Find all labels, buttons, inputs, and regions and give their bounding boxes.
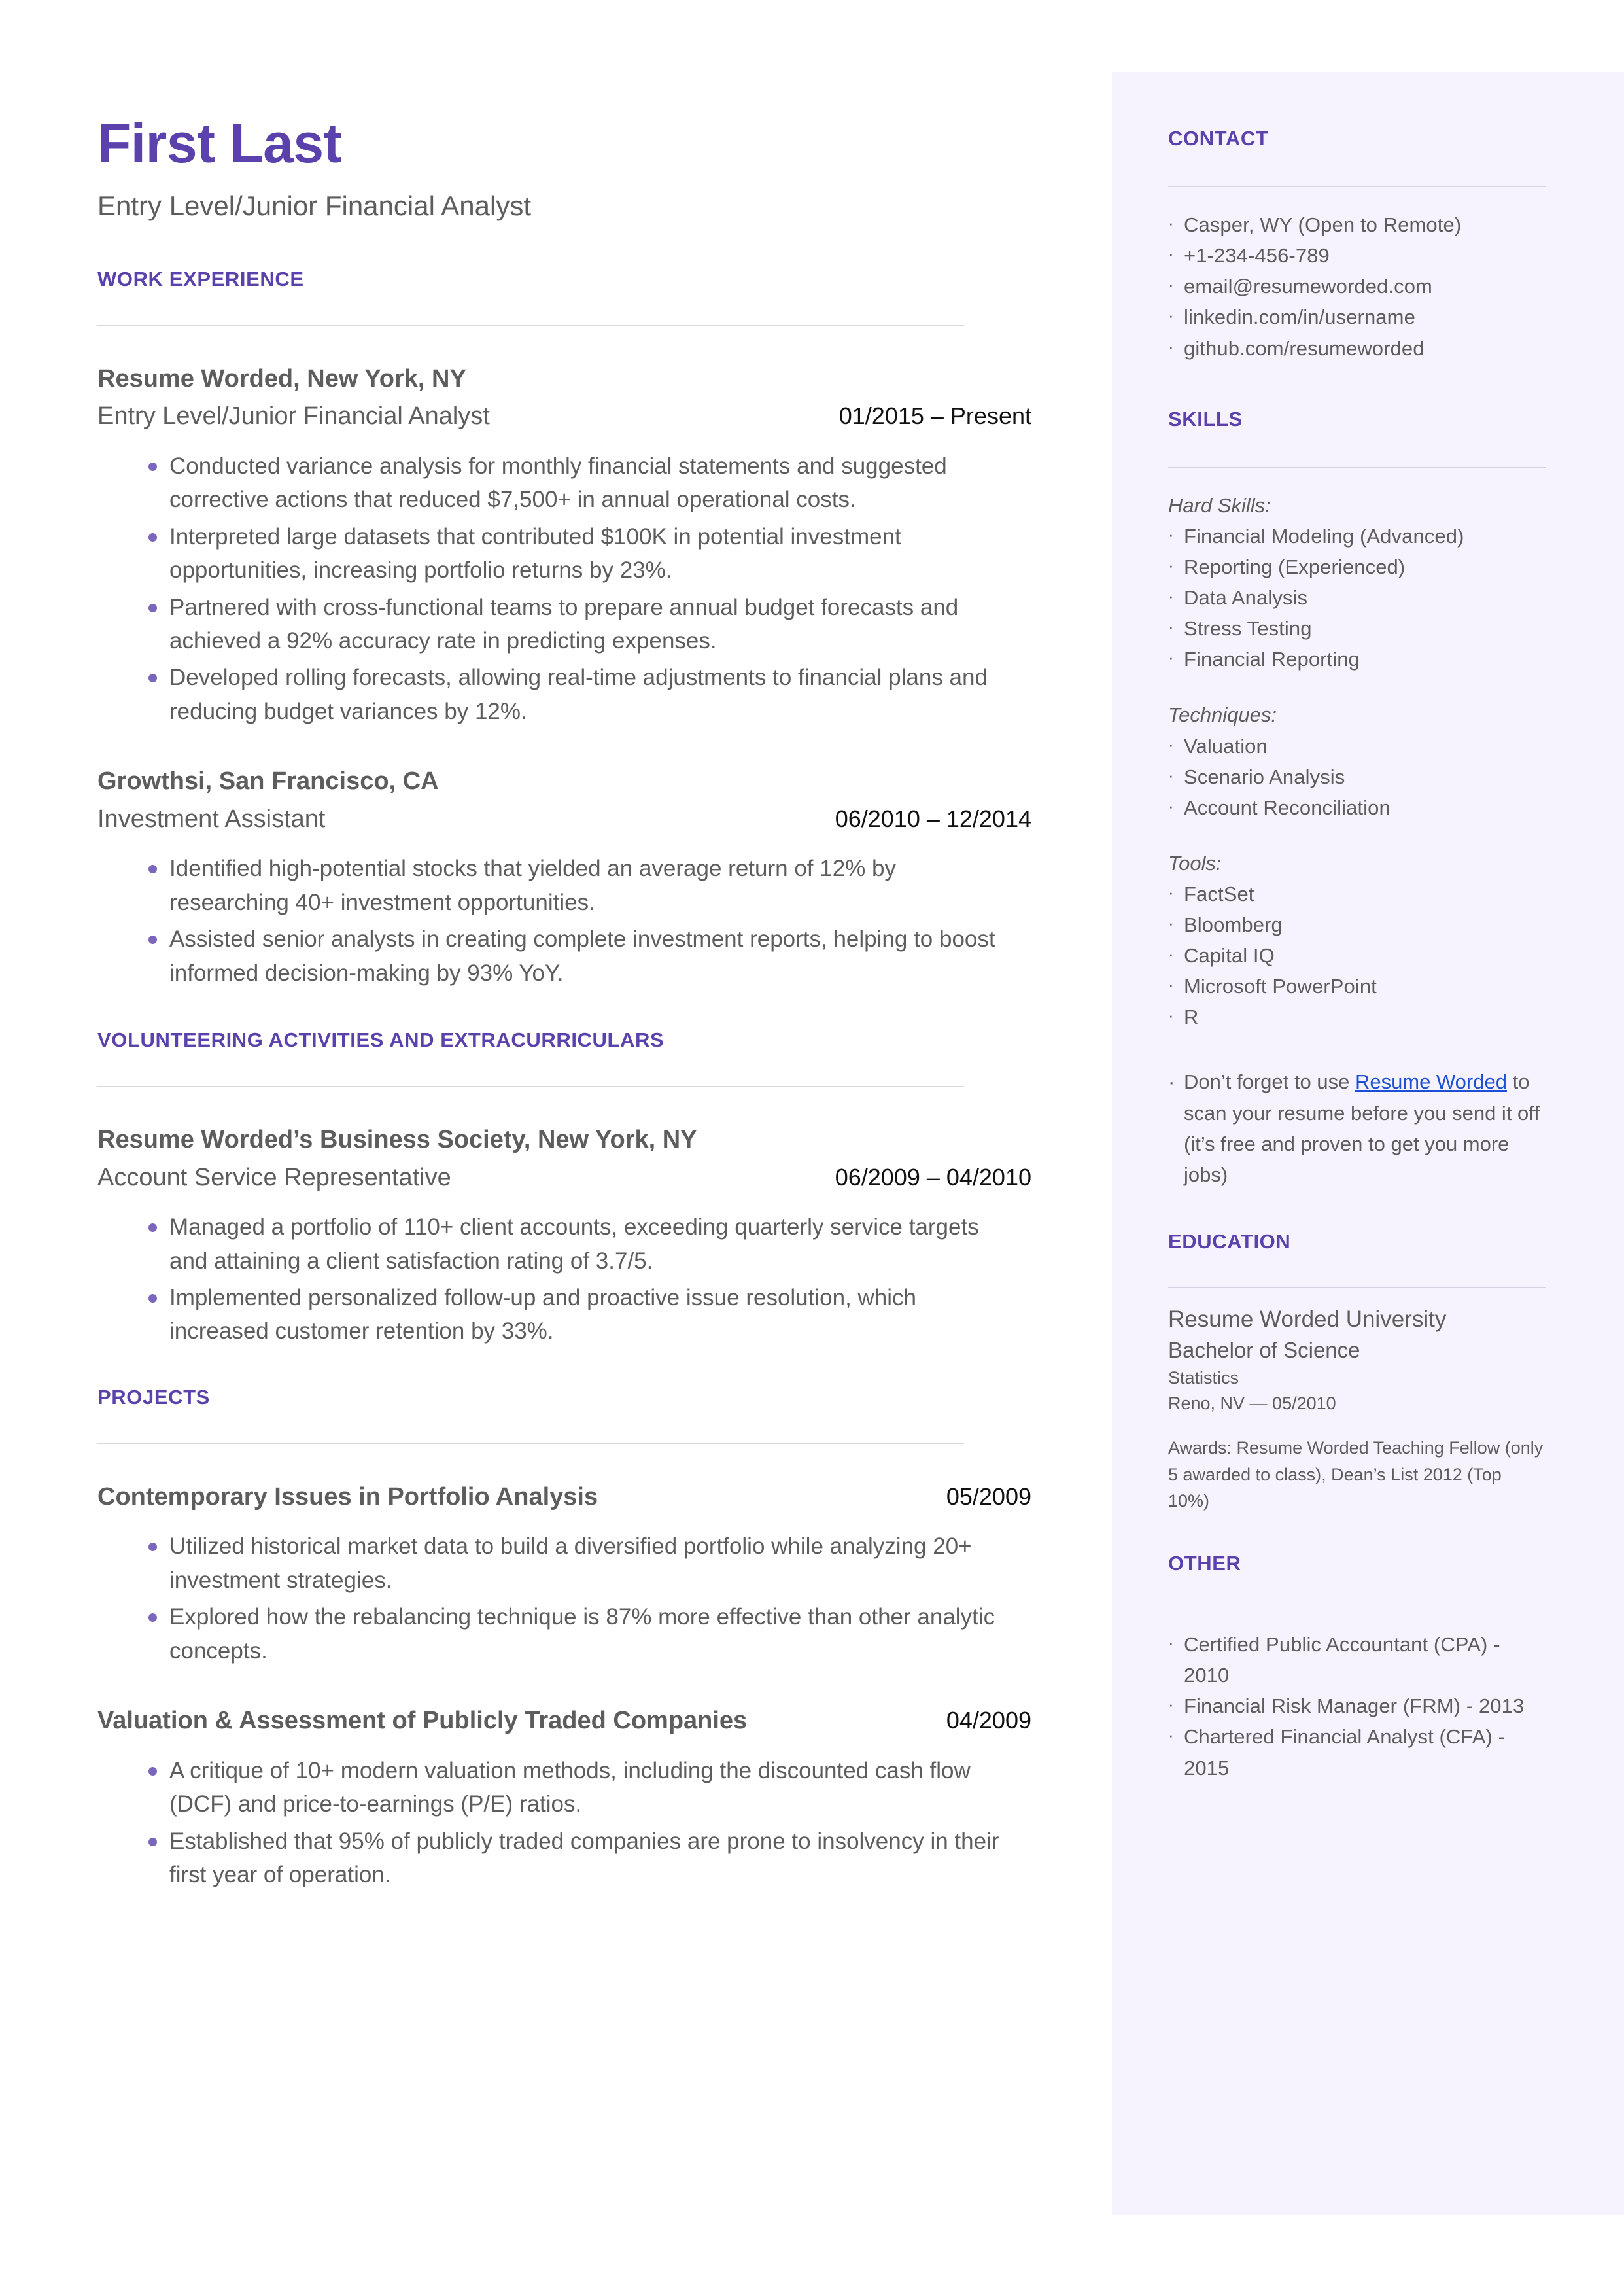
bullet-text: Partnered with cross-functional teams to prepare annual budget forecasts and achieved a 92% accuracy rate in predicting expenses. — [169, 594, 959, 654]
bullet-icon: · — [1168, 244, 1174, 264]
contact-github[interactable]: github.com/resumeworded — [1184, 336, 1425, 360]
resume-worded-promo — [1168, 1066, 1546, 1189]
project-title-row — [97, 1482, 1031, 1513]
skill-item: Financial Reporting — [1184, 648, 1360, 671]
list-item — [1168, 940, 1546, 971]
bullet-icon: · — [1168, 913, 1174, 934]
project-title-row — [97, 1706, 1031, 1737]
promo-before: Don’t forget to use — [1184, 1070, 1355, 1094]
other-list — [1168, 1629, 1546, 1783]
list-item — [97, 449, 1039, 517]
education-school: Resume Worded University — [1168, 1306, 1447, 1333]
list-item — [1168, 209, 1546, 240]
list-item — [1168, 613, 1546, 644]
bullet-icon: · — [1168, 1725, 1174, 1745]
other-heading: OTHER — [1168, 1551, 1241, 1575]
list-item — [97, 1600, 1039, 1668]
main-content — [97, 0, 1039, 1895]
sidebar-section-contact — [1168, 128, 1546, 364]
project-entry — [97, 1706, 1039, 1891]
bullet-icon: · — [1168, 617, 1174, 637]
education-degree: Bachelor of Science — [1168, 1338, 1360, 1363]
list-item — [97, 1530, 1039, 1597]
project-title: Valuation & Assessment of Publicly Traded Companies — [97, 1707, 748, 1735]
work-date: 01/2015 – Present — [838, 402, 1031, 430]
bullet-text: Assisted senior analysts in creating complete investment reports, helping to boost informed decision-making by 93% YoY. — [169, 926, 995, 986]
list-item — [1168, 1691, 1546, 1721]
skills-group-tools — [1168, 848, 1546, 1033]
project-date: 05/2009 — [946, 1482, 1031, 1510]
bullet-icon — [97, 852, 169, 919]
list-item — [1168, 792, 1546, 823]
list-item — [97, 661, 1039, 728]
skills-group-label: Tools: — [1168, 851, 1222, 875]
work-experience-divider — [97, 325, 964, 326]
project-title: Contemporary Issues in Portfolio Analysis — [97, 1482, 598, 1511]
volunteering-role-row — [97, 1163, 1031, 1194]
volunteering-org: Resume Worded’s Business Society, New York, NY — [97, 1126, 697, 1154]
skill-item: Scenario Analysis — [1184, 765, 1345, 788]
bullet-icon — [97, 449, 169, 517]
list-item — [1168, 271, 1546, 302]
list-item — [97, 1281, 1039, 1348]
contact-heading: CONTACT — [1168, 127, 1269, 150]
contact-email[interactable]: email@resumeworded.com — [1184, 275, 1432, 298]
list-item — [97, 520, 1039, 587]
skills-group-label: Techniques: — [1168, 703, 1277, 727]
sidebar-section-education — [1168, 1231, 1546, 1515]
skill-item: Reporting (Experienced) — [1184, 555, 1406, 578]
project-bullets — [97, 1530, 1039, 1668]
section-heading-projects: PROJECTS — [97, 1385, 210, 1409]
skill-item: Data Analysis — [1184, 586, 1308, 610]
contact-divider — [1168, 186, 1546, 187]
skill-item: Financial Modeling (Advanced) — [1184, 524, 1464, 548]
skills-group-techniques — [1168, 699, 1546, 822]
bullet-icon — [97, 922, 169, 990]
headline-subtitle: Entry Level/Junior Financial Analyst — [97, 190, 531, 222]
bullet-icon — [97, 1210, 169, 1278]
work-date: 06/2010 – 12/2014 — [835, 805, 1031, 832]
bullet-icon: · — [1168, 975, 1174, 995]
work-bullets — [97, 449, 1039, 729]
list-item — [1168, 521, 1546, 552]
skill-item: FactSet — [1184, 882, 1254, 905]
education-location-date: Reno, NV — 05/2010 — [1168, 1393, 1336, 1414]
list-item — [97, 1825, 1039, 1892]
skill-item: Valuation — [1184, 734, 1268, 758]
work-role-row — [97, 401, 1031, 432]
skill-item: Account Reconciliation — [1184, 796, 1391, 819]
bullet-icon: · — [1168, 796, 1174, 816]
bullet-icon: · — [1168, 734, 1174, 754]
bullet-text: Conducted variance analysis for monthly financial statements and suggested corrective actions that reduced $7,500+ in annual operational costs. — [169, 453, 947, 513]
skill-item: R — [1184, 1006, 1199, 1029]
work-role: Entry Level/Junior Financial Analyst — [97, 402, 490, 430]
skill-item: Bloomberg — [1184, 913, 1283, 937]
bullet-text: Identified high-potential stocks that yielded an average return of 12% by researching 40+ investment opportunities. — [169, 856, 896, 915]
page-title: First Last — [97, 113, 342, 174]
bullet-icon: · — [1168, 648, 1174, 668]
bullet-text: Utilized historical market data to build a diversified portfolio while analyzing 20+ investment strategies. — [169, 1533, 972, 1593]
bullet-text: Established that 95% of publicly traded companies are prone to insolvency in their first year of operation. — [169, 1828, 999, 1888]
list-item — [1168, 762, 1546, 792]
list-item — [97, 1210, 1039, 1278]
sidebar-section-skills — [1168, 408, 1546, 1190]
skill-item: Capital IQ — [1184, 944, 1275, 968]
work-bullets — [97, 852, 1039, 990]
bullet-icon: · — [1168, 1694, 1174, 1715]
volunteering-date: 06/2009 – 04/2010 — [835, 1163, 1031, 1191]
education-divider — [1168, 1287, 1546, 1288]
contact-location: Casper, WY (Open to Remote) — [1184, 213, 1462, 237]
list-item — [97, 852, 1039, 919]
skills-group-label: Hard Skills: — [1168, 493, 1271, 517]
list-item — [1168, 552, 1546, 582]
certification-item: Chartered Financial Analyst (CFA) - 2015 — [1184, 1725, 1506, 1779]
promo-after: to scan your resume before you send it off (it’s free and proven to get you more jobs) — [1184, 1070, 1540, 1186]
bullet-icon: · — [1168, 306, 1174, 326]
work-entry — [97, 364, 1039, 729]
bullet-text: Explored how the rebalancing technique is 87% more effective than other analytic concepts. — [169, 1604, 995, 1664]
bullet-icon — [97, 520, 169, 587]
section-heading-work-experience: WORK EXPERIENCE — [97, 267, 304, 290]
list-item — [1168, 582, 1546, 613]
work-role-row — [97, 804, 1031, 835]
list-item — [1168, 909, 1546, 940]
skills-divider — [1168, 467, 1546, 468]
volunteering-bullets — [97, 1210, 1039, 1348]
skills-group-hard — [1168, 490, 1546, 675]
bullet-icon: · — [1168, 275, 1174, 295]
section-heading-volunteering: VOLUNTEERING ACTIVITIES AND EXTRACURRICULARS — [97, 1028, 665, 1052]
education-awards: Awards: Resume Worded Teaching Fellow (only 5 awarded to class), Dean’s List 2012 (Top 10%) — [1168, 1438, 1544, 1511]
skills-heading: SKILLS — [1168, 407, 1243, 430]
list-item — [1168, 971, 1546, 1002]
certification-item: Certified Public Accountant (CPA) - 2010 — [1184, 1633, 1500, 1687]
bullet-icon — [97, 661, 169, 728]
bullet-icon: · — [1168, 213, 1174, 234]
bullet-icon — [97, 1600, 169, 1668]
bullet-icon — [97, 1825, 169, 1892]
bullet-icon — [97, 1281, 169, 1348]
bullet-text: Interpreted large datasets that contributed $100K in potential investment opportunities, increasing portfolio returns by 23%. — [169, 523, 901, 584]
bullet-icon: · — [1168, 944, 1174, 964]
list-item — [1168, 879, 1546, 909]
bullet-text: Developed rolling forecasts, allowing real-time adjustments to financial plans and reducing budget variances by 12%. — [169, 665, 988, 724]
bullet-icon — [97, 1530, 169, 1597]
list-item — [1168, 1002, 1546, 1032]
contact-list — [1168, 209, 1546, 364]
bullet-icon: · — [1168, 1070, 1175, 1094]
bullet-icon: · — [1168, 336, 1174, 357]
bullet-icon: · — [1168, 555, 1174, 575]
sidebar — [1112, 72, 1624, 2215]
work-role: Investment Assistant — [97, 805, 326, 833]
list-item — [1168, 1629, 1546, 1691]
volunteering-role: Account Service Representative — [97, 1163, 451, 1191]
bullet-icon: · — [1168, 882, 1174, 902]
list-item — [1168, 731, 1546, 762]
volunteering-entry — [97, 1125, 1039, 1348]
contact-phone: +1-234-456-789 — [1184, 244, 1330, 268]
list-item — [1168, 240, 1546, 271]
promo-text — [1184, 1066, 1546, 1189]
list-item — [1168, 644, 1546, 674]
bullet-text: Implemented personalized follow-up and proactive issue resolution, which increased customer retention by 33%. — [169, 1285, 917, 1344]
skill-item: Stress Testing — [1184, 617, 1312, 640]
education-heading: EDUCATION — [1168, 1229, 1291, 1253]
bullet-text: A critique of 10+ modern valuation methods, including the discounted cash flow (DCF) and price-to-earnings (P/E) ratios. — [169, 1757, 971, 1817]
list-item — [1168, 1721, 1546, 1783]
education-entry — [1168, 1303, 1546, 1515]
bullet-icon: · — [1168, 1006, 1174, 1026]
work-entry — [97, 766, 1039, 990]
volunteering-divider — [97, 1086, 964, 1087]
education-field: Statistics — [1168, 1368, 1239, 1388]
bullet-text: Managed a portfolio of 110+ client accounts, exceeding quarterly service targets and attaining a client satisfaction rating of 3.7/5. — [169, 1214, 979, 1274]
work-org: Resume Worded, New York, NY — [97, 364, 466, 393]
resume-worded-link[interactable]: Resume Worded — [1355, 1070, 1507, 1094]
bullet-icon: · — [1168, 586, 1174, 606]
list-item — [97, 591, 1039, 658]
bullet-icon — [97, 1754, 169, 1821]
work-org: Growthsi, San Francisco, CA — [97, 767, 439, 796]
contact-linkedin[interactable]: linkedin.com/in/username — [1184, 306, 1415, 329]
list-item — [1168, 333, 1546, 364]
bullet-icon: · — [1168, 1633, 1174, 1653]
project-entry — [97, 1482, 1039, 1668]
projects-divider — [97, 1443, 964, 1444]
skill-item: Microsoft PowerPoint — [1184, 975, 1377, 998]
bullet-icon — [97, 591, 169, 658]
project-date: 04/2009 — [946, 1707, 1031, 1734]
list-item — [97, 1754, 1039, 1821]
bullet-icon: · — [1168, 765, 1174, 785]
project-bullets — [97, 1754, 1039, 1892]
list-item — [97, 922, 1039, 990]
certification-item: Financial Risk Manager (FRM) - 2013 — [1184, 1694, 1525, 1718]
bullet-icon: · — [1168, 524, 1174, 544]
sidebar-section-other — [1168, 1552, 1546, 1783]
list-item — [1168, 302, 1546, 332]
